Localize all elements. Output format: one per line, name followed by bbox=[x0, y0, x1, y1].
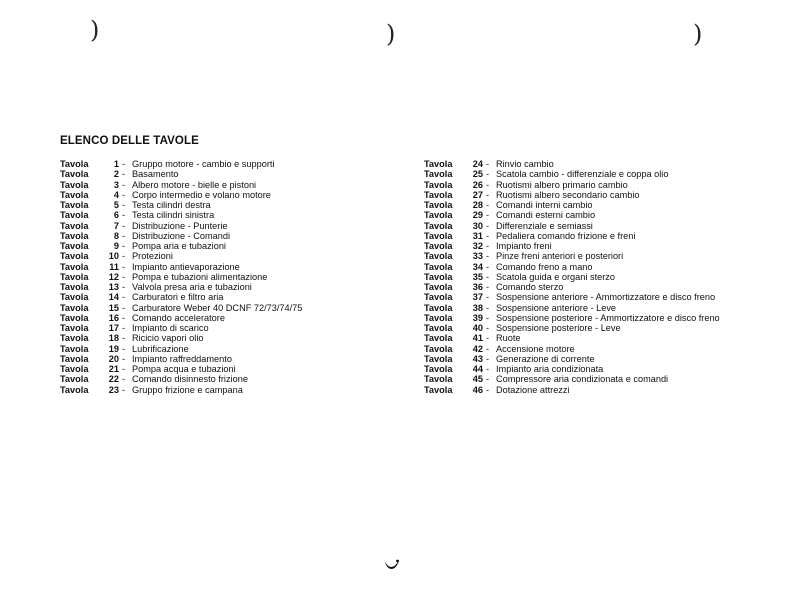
page-title: ELENCO DELLE TAVOLE bbox=[60, 135, 199, 147]
item-separator: - bbox=[122, 169, 126, 180]
list-item bbox=[424, 303, 720, 313]
list-item bbox=[60, 282, 302, 292]
item-label: Tavola bbox=[60, 251, 89, 262]
item-text: Comando freno a mano bbox=[496, 261, 593, 272]
item-label: Tavola bbox=[60, 384, 89, 395]
item-separator: - bbox=[122, 230, 126, 241]
item-text: Pompa aria e tubazioni bbox=[132, 241, 226, 251]
item-separator: - bbox=[122, 292, 126, 303]
item-text: Gruppo motore - cambio e supporti bbox=[132, 159, 275, 169]
item-text: Rinvio cambio bbox=[496, 159, 554, 169]
list-item bbox=[424, 190, 720, 200]
item-text: Sospensione anteriore - Leve bbox=[496, 302, 617, 313]
item-separator: - bbox=[486, 333, 490, 344]
item-text: Sospensione posteriore - Ammortizzatore e disco freno bbox=[496, 312, 720, 323]
item-label: Tavola bbox=[424, 261, 453, 272]
item-label: Tavola bbox=[60, 169, 89, 180]
item-number: 37 bbox=[472, 292, 483, 303]
item-separator: - bbox=[486, 323, 490, 333]
item-number: 33 bbox=[472, 251, 483, 262]
item-separator: - bbox=[122, 302, 126, 313]
item-text: Comandi interni cambio bbox=[496, 200, 593, 210]
item-label: Tavola bbox=[60, 230, 89, 241]
item-separator: - bbox=[486, 230, 490, 241]
item-text: Ruotismi albero secondario cambio bbox=[496, 189, 640, 200]
list-item bbox=[60, 251, 302, 261]
list-item bbox=[60, 344, 302, 354]
item-text: Scatola guida e organi sterzo bbox=[496, 271, 616, 282]
list-item bbox=[424, 200, 720, 210]
item-text: Valvola presa aria e tubazioni bbox=[132, 282, 252, 292]
list-item bbox=[60, 190, 302, 200]
list-item bbox=[424, 333, 720, 343]
list-item bbox=[424, 251, 720, 261]
item-label: Tavola bbox=[424, 323, 453, 333]
item-number: 15 bbox=[108, 302, 119, 313]
item-text: Sospensione anteriore - Ammortizzatore e disco freno bbox=[496, 292, 716, 303]
item-label: Tavola bbox=[424, 200, 453, 210]
item-number: 30 bbox=[472, 220, 483, 231]
item-separator: - bbox=[122, 312, 126, 323]
item-label: Tavola bbox=[60, 189, 89, 200]
item-label: Tavola bbox=[60, 159, 89, 169]
item-number: 46 bbox=[472, 384, 483, 395]
item-label: Tavola bbox=[424, 292, 453, 303]
list-item bbox=[60, 169, 302, 179]
item-number: 41 bbox=[472, 333, 483, 344]
item-text: Testa cilindri destra bbox=[132, 200, 211, 210]
item-label: Tavola bbox=[60, 220, 89, 231]
item-label: Tavola bbox=[424, 271, 453, 282]
list-item bbox=[424, 272, 720, 282]
item-text: Impianto di scarico bbox=[132, 323, 209, 333]
item-label: Tavola bbox=[60, 333, 89, 344]
item-text: Pinze freni anteriori e posteriori bbox=[496, 251, 624, 262]
item-separator: - bbox=[486, 364, 490, 374]
item-label: Tavola bbox=[60, 374, 89, 385]
item-separator: - bbox=[486, 312, 490, 323]
item-number: 17 bbox=[108, 323, 119, 333]
item-separator: - bbox=[486, 159, 490, 169]
item-number: 21 bbox=[108, 364, 119, 374]
item-label: Tavola bbox=[424, 282, 453, 292]
list-item bbox=[424, 169, 720, 179]
item-number: 10 bbox=[108, 251, 119, 262]
item-separator: - bbox=[122, 364, 126, 374]
item-text: Carburatore Weber 40 DCNF 72/73/74/75 bbox=[132, 302, 303, 313]
item-label: Tavola bbox=[60, 312, 89, 323]
item-text: Comandi esterni cambio bbox=[496, 210, 596, 221]
item-label: Tavola bbox=[60, 364, 89, 374]
item-separator: - bbox=[486, 282, 490, 292]
item-separator: - bbox=[122, 261, 126, 272]
list-item bbox=[60, 364, 302, 374]
list-item bbox=[60, 303, 302, 313]
list-item bbox=[424, 354, 720, 364]
item-label: Tavola bbox=[424, 374, 453, 385]
item-number: 27 bbox=[472, 189, 483, 200]
item-text: Impianto aria condizionata bbox=[496, 364, 604, 374]
item-separator: - bbox=[486, 374, 490, 385]
item-number: 22 bbox=[108, 374, 119, 385]
item-number: 28 bbox=[472, 200, 483, 210]
list-item bbox=[60, 262, 302, 272]
item-separator: - bbox=[486, 241, 490, 251]
item-label: Tavola bbox=[424, 302, 453, 313]
item-text: Generazione di corrente bbox=[496, 353, 595, 364]
item-text: Pompa e tubazioni alimentazione bbox=[132, 271, 268, 282]
list-item bbox=[424, 180, 720, 190]
item-number: 23 bbox=[108, 384, 119, 395]
item-number: 18 bbox=[108, 333, 119, 344]
item-text: Differenziale e semiassi bbox=[496, 220, 593, 231]
item-separator: - bbox=[486, 169, 490, 180]
item-label: Tavola bbox=[424, 230, 453, 241]
item-label: Tavola bbox=[424, 210, 453, 221]
list-item bbox=[60, 221, 302, 231]
item-label: Tavola bbox=[60, 179, 89, 190]
item-number: 43 bbox=[472, 353, 483, 364]
item-number: 7 bbox=[113, 220, 119, 231]
list-item bbox=[424, 292, 720, 302]
item-text: Ruotismi albero primario cambio bbox=[496, 179, 628, 190]
item-text: Basamento bbox=[132, 169, 179, 180]
item-separator: - bbox=[486, 353, 490, 364]
item-text: Comando acceleratore bbox=[132, 312, 225, 323]
item-label: Tavola bbox=[60, 271, 89, 282]
list-item bbox=[60, 272, 302, 282]
item-separator: - bbox=[486, 220, 490, 231]
item-separator: - bbox=[486, 189, 490, 200]
item-label: Tavola bbox=[60, 323, 89, 333]
item-separator: - bbox=[122, 179, 126, 190]
item-number: 9 bbox=[113, 241, 119, 251]
list-item bbox=[424, 262, 720, 272]
item-text: Carburatori e filtro aria bbox=[132, 292, 224, 303]
item-number: 1 bbox=[113, 159, 119, 169]
item-number: 19 bbox=[108, 343, 119, 354]
left-column-list bbox=[60, 159, 302, 395]
item-text: Albero motore - bielle e pistoni bbox=[132, 179, 257, 190]
item-number: 34 bbox=[472, 261, 483, 272]
item-label: Tavola bbox=[60, 353, 89, 364]
item-label: Tavola bbox=[424, 179, 453, 190]
item-text: Impianto freni bbox=[496, 241, 552, 251]
item-label: Tavola bbox=[424, 333, 453, 344]
item-number: 14 bbox=[108, 292, 119, 303]
list-item bbox=[60, 354, 302, 364]
item-number: 6 bbox=[113, 210, 119, 221]
item-text: Pompa acqua e tubazioni bbox=[132, 364, 236, 374]
item-number: 11 bbox=[109, 261, 119, 272]
list-item bbox=[424, 282, 720, 292]
item-label: Tavola bbox=[424, 343, 453, 354]
item-separator: - bbox=[122, 271, 126, 282]
item-number: 26 bbox=[472, 179, 483, 190]
item-text: Corpo intermedio e volano motore bbox=[132, 189, 271, 200]
list-item bbox=[424, 385, 720, 395]
item-separator: - bbox=[122, 343, 126, 354]
item-number: 12 bbox=[108, 271, 119, 282]
item-text: Ruote bbox=[496, 333, 521, 344]
item-separator: - bbox=[486, 210, 490, 221]
list-item bbox=[60, 159, 302, 169]
item-text: Scatola cambio - differenziale e coppa olio bbox=[496, 169, 669, 180]
item-separator: - bbox=[486, 200, 490, 210]
item-label: Tavola bbox=[60, 292, 89, 303]
item-text: Lubrificazione bbox=[132, 343, 189, 354]
item-label: Tavola bbox=[424, 220, 453, 231]
list-item bbox=[60, 385, 302, 395]
item-separator: - bbox=[122, 251, 126, 262]
item-number: 25 bbox=[472, 169, 483, 180]
item-separator: - bbox=[122, 374, 126, 385]
item-number: 40 bbox=[472, 323, 483, 333]
item-separator: - bbox=[486, 261, 490, 272]
item-number: 4 bbox=[113, 189, 119, 200]
item-label: Tavola bbox=[424, 251, 453, 262]
list-item bbox=[424, 344, 720, 354]
item-number: 5 bbox=[113, 200, 119, 210]
item-text: Comando disinnesto frizione bbox=[132, 374, 248, 385]
list-item bbox=[60, 241, 302, 251]
item-number: 39 bbox=[472, 312, 483, 323]
item-text: Impianto raffreddamento bbox=[132, 353, 232, 364]
binding-mark-center: ) bbox=[386, 20, 396, 48]
item-number: 20 bbox=[108, 353, 119, 364]
item-label: Tavola bbox=[60, 210, 89, 221]
item-text: Impianto antievaporazione bbox=[132, 261, 240, 272]
list-item bbox=[424, 241, 720, 251]
list-item bbox=[60, 200, 302, 210]
item-text: Pedaliera comando frizione e freni bbox=[496, 230, 636, 241]
binding-mark-right: ) bbox=[693, 20, 703, 48]
item-text: Distribuzione - Punterie bbox=[132, 220, 228, 231]
binding-mark-left: ) bbox=[90, 16, 100, 44]
list-item bbox=[60, 374, 302, 384]
item-separator: - bbox=[122, 384, 126, 395]
list-item bbox=[60, 210, 302, 220]
list-item bbox=[60, 323, 302, 333]
list-item bbox=[424, 313, 720, 323]
item-text: Dotazione attrezzi bbox=[496, 384, 570, 395]
item-label: Tavola bbox=[60, 282, 89, 292]
item-separator: - bbox=[486, 384, 490, 395]
list-item bbox=[424, 210, 720, 220]
item-number: 31 bbox=[472, 230, 483, 241]
item-separator: - bbox=[122, 189, 126, 200]
item-number: 3 bbox=[113, 179, 119, 190]
list-item bbox=[60, 292, 302, 302]
list-item bbox=[60, 231, 302, 241]
item-number: 42 bbox=[472, 343, 483, 354]
right-column-list bbox=[424, 159, 720, 395]
item-separator: - bbox=[486, 251, 490, 262]
item-number: 36 bbox=[472, 282, 483, 292]
item-separator: - bbox=[122, 353, 126, 364]
item-number: 44 bbox=[472, 364, 483, 374]
item-label: Tavola bbox=[60, 302, 89, 313]
item-separator: - bbox=[122, 200, 126, 210]
item-separator: - bbox=[122, 323, 126, 333]
item-text: Protezioni bbox=[132, 251, 173, 262]
item-text: Gruppo frizione e campana bbox=[132, 384, 243, 395]
item-separator: - bbox=[122, 333, 126, 344]
item-label: Tavola bbox=[424, 159, 453, 169]
item-label: Tavola bbox=[424, 384, 453, 395]
item-text: Accensione motore bbox=[496, 343, 575, 354]
item-separator: - bbox=[122, 159, 126, 169]
item-text: Sospensione posteriore - Leve bbox=[496, 323, 621, 333]
item-number: 16 bbox=[108, 312, 119, 323]
item-text: Comando sterzo bbox=[496, 282, 564, 292]
item-text: Distribuzione - Comandi bbox=[132, 230, 231, 241]
item-separator: - bbox=[122, 241, 126, 251]
item-number: 32 bbox=[472, 241, 483, 251]
item-separator: - bbox=[122, 220, 126, 231]
list-item bbox=[424, 364, 720, 374]
item-label: Tavola bbox=[424, 353, 453, 364]
item-number: 38 bbox=[472, 302, 483, 313]
list-item bbox=[60, 333, 302, 343]
item-number: 45 bbox=[472, 374, 483, 385]
item-number: 8 bbox=[113, 230, 119, 241]
list-item bbox=[60, 313, 302, 323]
list-item bbox=[424, 374, 720, 384]
item-separator: - bbox=[122, 282, 126, 292]
list-item bbox=[424, 231, 720, 241]
item-separator: - bbox=[486, 292, 490, 303]
item-label: Tavola bbox=[424, 364, 453, 374]
item-number: 2 bbox=[113, 169, 119, 180]
item-number: 35 bbox=[472, 271, 483, 282]
list-item bbox=[424, 159, 720, 169]
item-separator: - bbox=[486, 343, 490, 354]
item-number: 24 bbox=[472, 159, 483, 169]
item-number: 13 bbox=[108, 282, 119, 292]
item-separator: - bbox=[122, 210, 126, 221]
item-label: Tavola bbox=[424, 189, 453, 200]
item-label: Tavola bbox=[60, 343, 89, 354]
item-number: 29 bbox=[472, 210, 483, 221]
item-separator: - bbox=[486, 179, 490, 190]
item-separator: - bbox=[486, 271, 490, 282]
item-label: Tavola bbox=[424, 241, 453, 251]
item-text: Ricicio vapori olio bbox=[132, 333, 204, 344]
list-item bbox=[424, 221, 720, 231]
list-item bbox=[60, 180, 302, 190]
item-text: Testa cilindri sinistra bbox=[132, 210, 215, 221]
item-label: Tavola bbox=[60, 261, 89, 272]
item-text: Compressore aria condizionata e comandi bbox=[496, 374, 669, 385]
item-label: Tavola bbox=[60, 200, 89, 210]
item-label: Tavola bbox=[424, 169, 453, 180]
list-item bbox=[424, 323, 720, 333]
item-label: Tavola bbox=[60, 241, 89, 251]
item-label: Tavola bbox=[424, 312, 453, 323]
item-separator: - bbox=[486, 302, 490, 313]
publisher-logo-icon bbox=[384, 558, 400, 576]
